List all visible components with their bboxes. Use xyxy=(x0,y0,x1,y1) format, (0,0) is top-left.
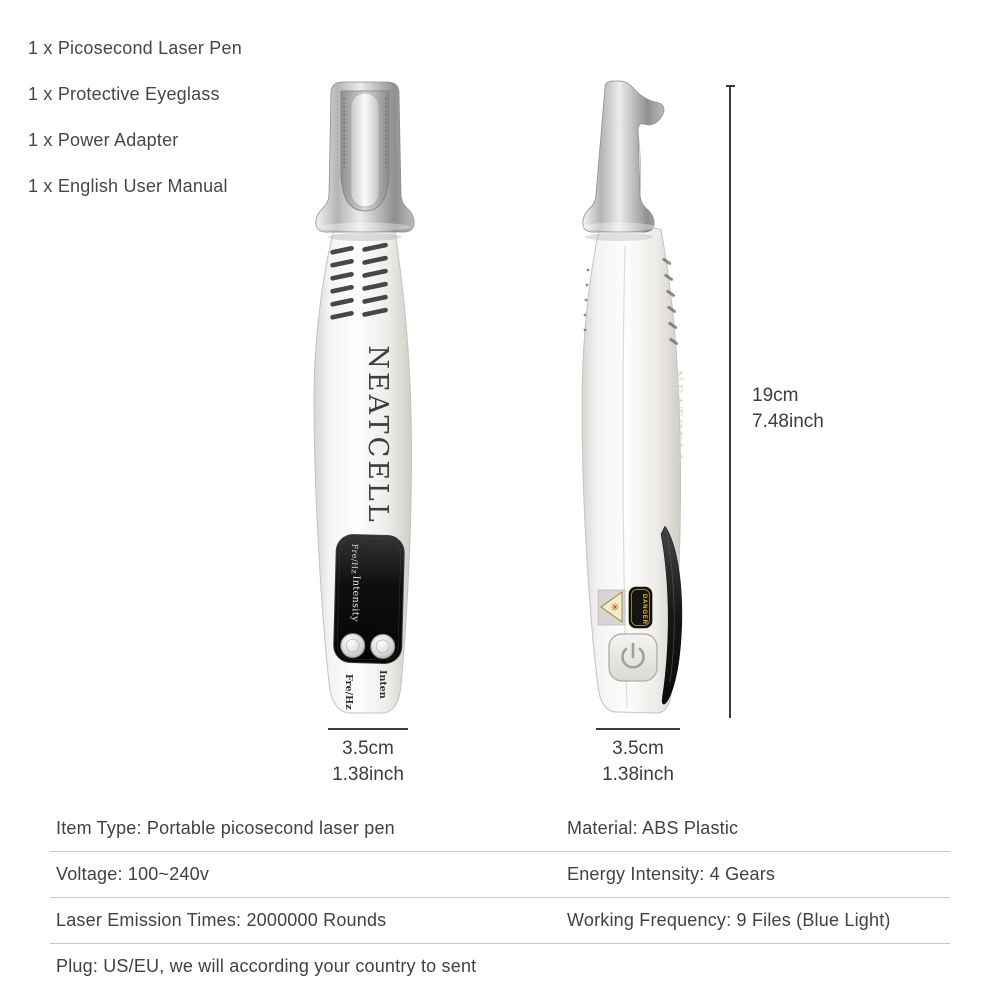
height-inch: 7.48inch xyxy=(752,411,824,432)
package-list-item: 1 x English User Manual xyxy=(28,176,228,196)
spec-working-frequency: Working Frequency: 9 Files (Blue Light) xyxy=(567,910,891,930)
intensity-button xyxy=(370,634,395,659)
spec-laser-emission: Laser Emission Times: 2000000 Rounds xyxy=(56,910,387,930)
height-dimension-tick xyxy=(726,85,735,87)
spec-row xyxy=(50,852,950,898)
height-dimension-label xyxy=(752,383,824,435)
laser-burst-icon: ✳ xyxy=(610,601,620,614)
spec-row xyxy=(50,806,950,852)
width-front-inch: 1.38inch xyxy=(332,764,404,785)
width-dimension-line-front xyxy=(328,728,408,730)
width-dimension-label-front xyxy=(306,736,430,788)
body-intensity-label: Inten xyxy=(377,670,388,699)
package-list xyxy=(28,38,242,222)
width-dimension-line-side xyxy=(596,728,680,730)
danger-sticker xyxy=(629,587,652,628)
collar-shadow xyxy=(328,233,402,241)
body-frequency-label: Fre/Hz xyxy=(343,674,354,710)
laser-pen-front-view xyxy=(298,78,438,718)
frequency-button xyxy=(340,633,365,658)
height-cm: 19cm xyxy=(752,385,799,406)
screen-intensity-label: Intensity xyxy=(349,575,362,622)
width-front-cm: 3.5cm xyxy=(342,738,394,759)
laser-pen-side-view xyxy=(565,78,725,718)
spec-voltage: Voltage: 100~240v xyxy=(56,864,210,884)
head-capsule xyxy=(351,93,379,207)
height-dimension-line xyxy=(729,85,731,718)
package-list-item: 1 x Protective Eyeglass xyxy=(28,84,220,104)
package-list-item: 1 x Picosecond Laser Pen xyxy=(28,38,242,58)
laser-warning-sticker xyxy=(598,587,652,628)
spec-material: Material: ABS Plastic xyxy=(567,818,739,838)
spec-row xyxy=(50,944,950,989)
spec-energy-intensity: Energy Intensity: 4 Gears xyxy=(567,864,776,884)
spec-table xyxy=(50,806,950,989)
metal-head xyxy=(316,82,414,232)
brand-text: NEATCELL xyxy=(362,345,393,525)
width-side-inch: 1.38inch xyxy=(602,764,674,785)
width-dimension-label-side xyxy=(576,736,700,788)
spec-plug: Plug: US/EU, we will according your country to sent xyxy=(56,956,477,976)
package-list-item: 1 x Power Adapter xyxy=(28,130,179,150)
screen-frequency-label: Fre/Hz xyxy=(349,543,360,575)
width-side-cm: 3.5cm xyxy=(612,738,664,759)
danger-label: DANGER xyxy=(641,594,647,625)
brand-text-faint: NEATCELL xyxy=(669,370,684,465)
display-screen xyxy=(333,534,404,664)
metal-head xyxy=(583,81,664,232)
spec-item-type: Item Type: Portable picosecond laser pen xyxy=(56,818,395,838)
spec-row xyxy=(50,898,950,944)
power-button xyxy=(609,634,657,681)
